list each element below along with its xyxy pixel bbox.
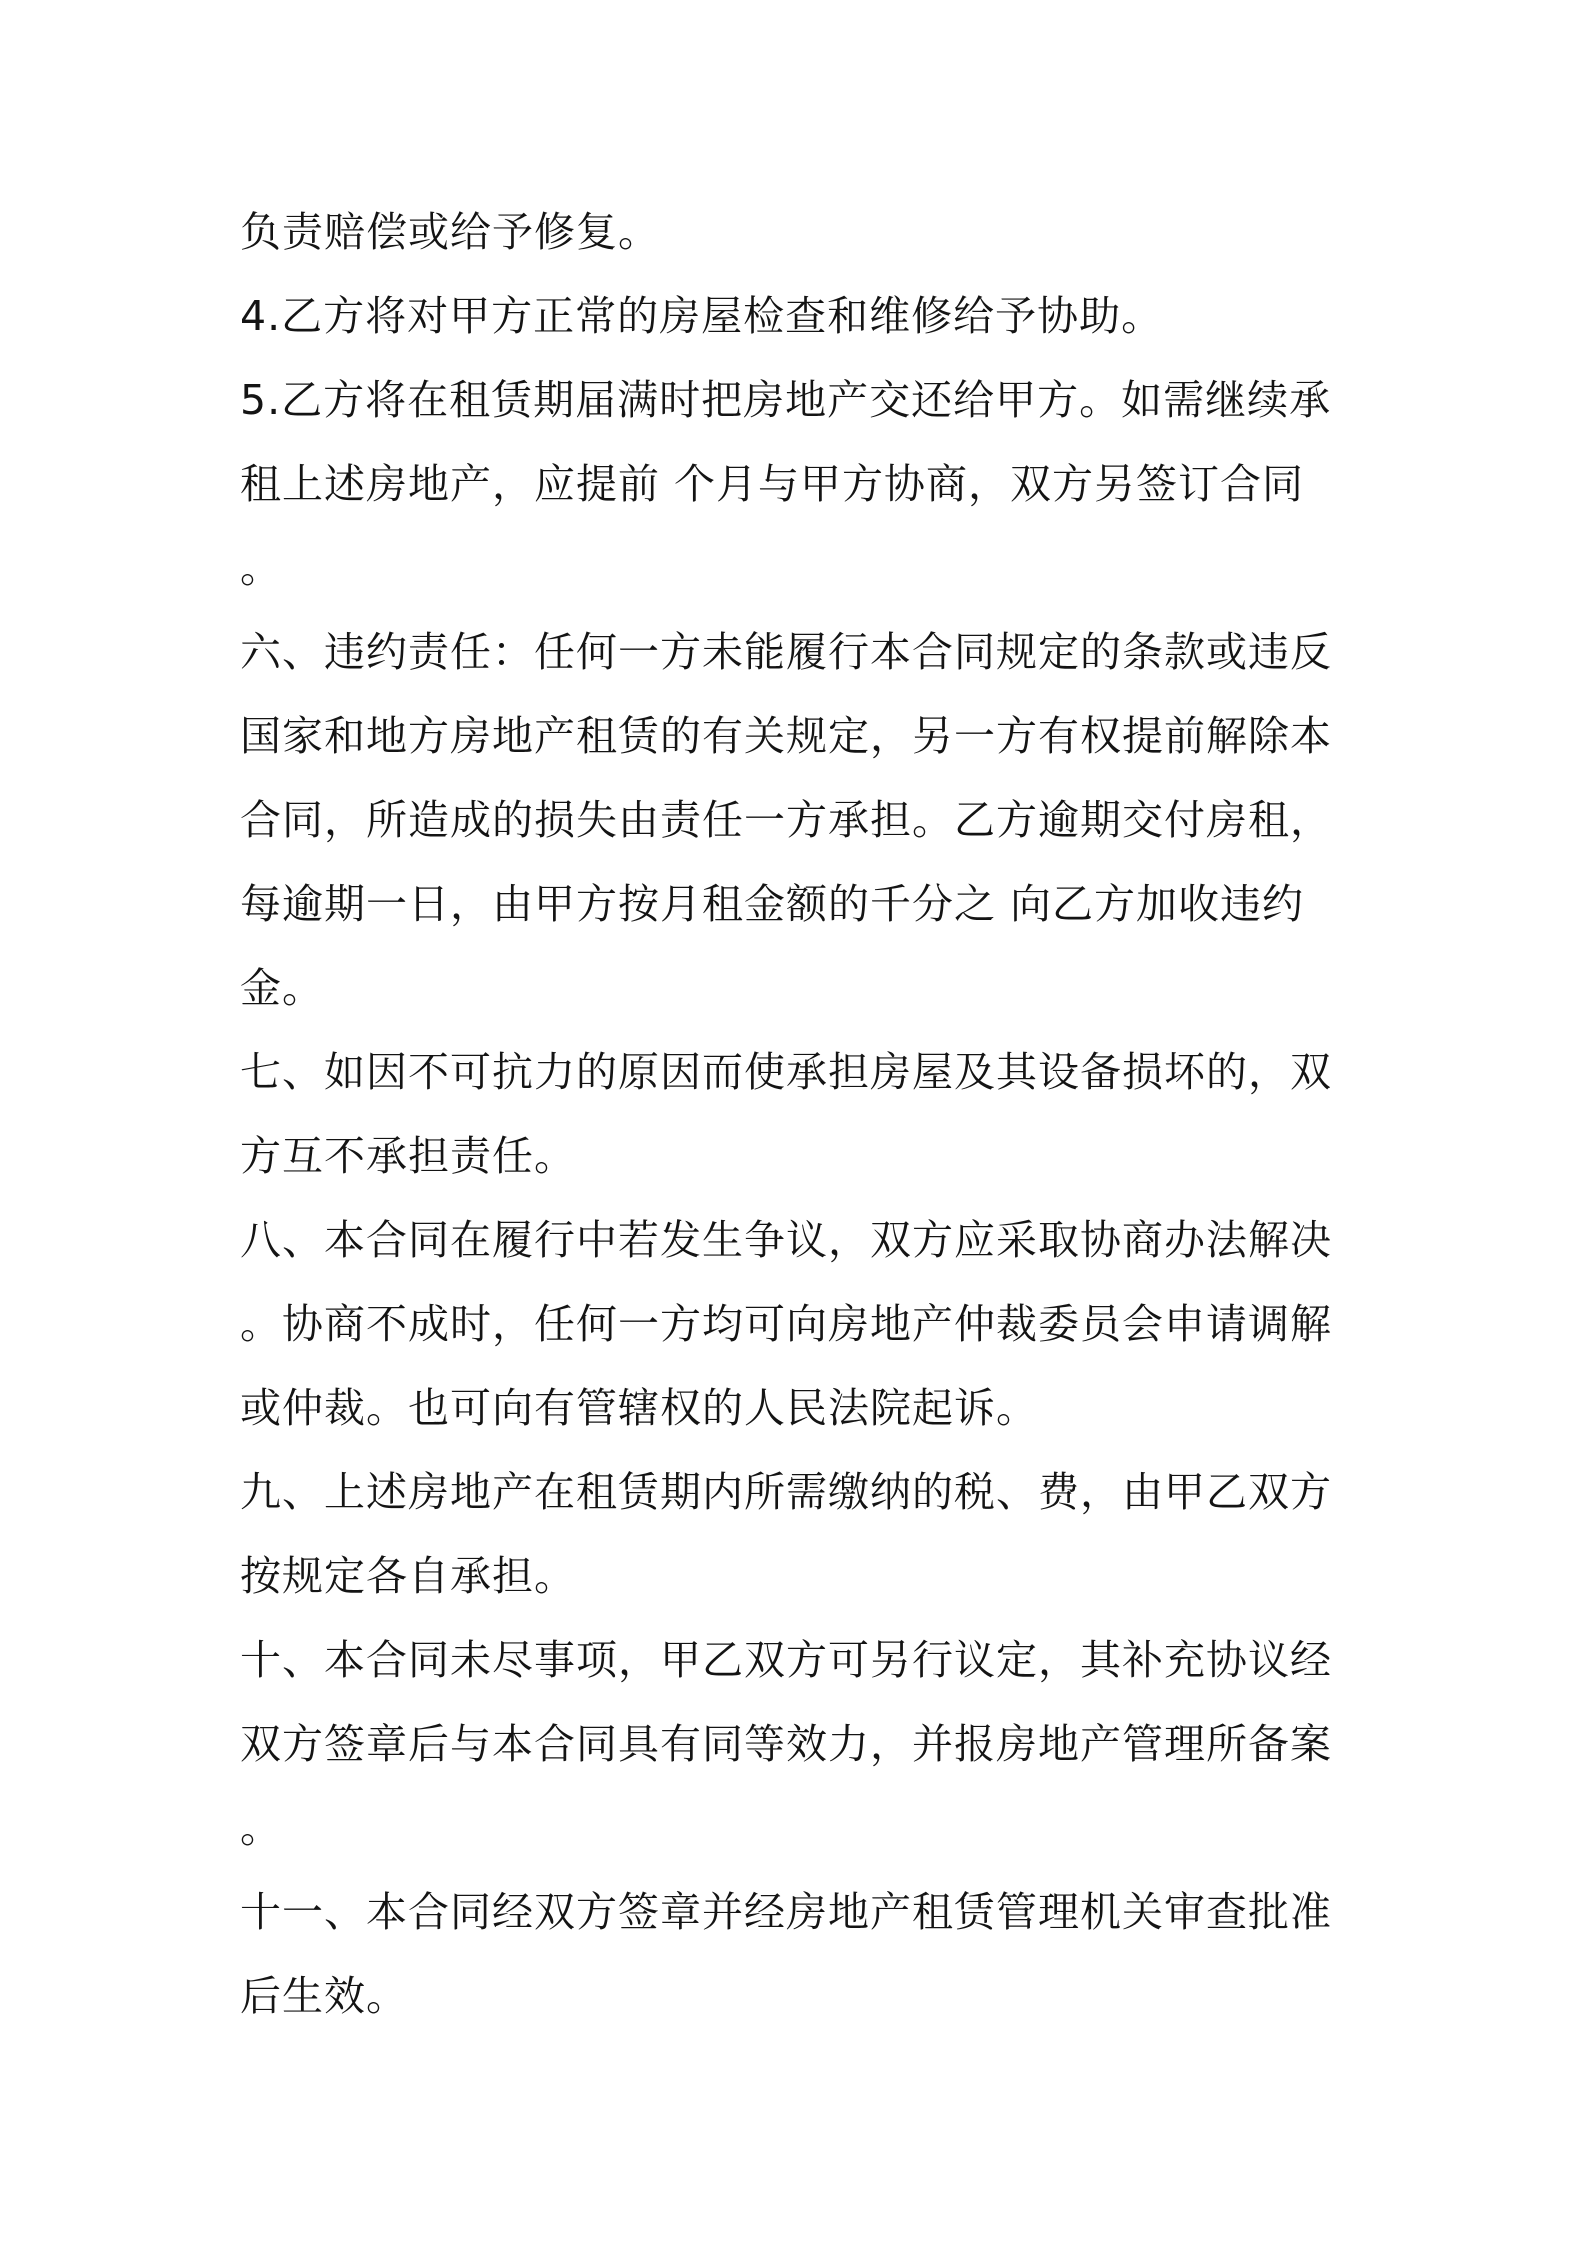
text-line: 按规定各自承担。 — [240, 1552, 576, 1600]
text-line: 合同，所造成的损失由责任一方承担。乙方逾期交付房租， — [240, 796, 1332, 844]
text-line: 或仲裁。也可向有管辖权的人民法院起诉。 — [240, 1384, 1038, 1432]
text-line: 七、如因不可抗力的原因而使承担房屋及其设备损坏的，双 — [240, 1048, 1332, 1096]
text-line: 八、本合同在履行中若发生争议，双方应采取协商办法解决 — [240, 1216, 1332, 1264]
text-line: 。 — [240, 544, 282, 592]
text-line: 负责赔偿或给予修复。 — [240, 208, 660, 256]
text-line: 每逾期一日，由甲方按月租金额的千分之 向乙方加收违约 — [240, 880, 1305, 928]
text-line: 后生效。 — [240, 1972, 408, 2020]
text-line: 双方签章后与本合同具有同等效力，并报房地产管理所备案 — [240, 1720, 1332, 1768]
text-line: 国家和地方房地产租赁的有关规定，另一方有权提前解除本 — [240, 712, 1332, 760]
text-line: 租上述房地产，应提前 个月与甲方协商，双方另签订合同 — [240, 460, 1305, 508]
text-line: 5.乙方将在租赁期届满时把房地产交还给甲方。如需继续承 — [240, 376, 1332, 424]
text-line: 六、违约责任：任何一方未能履行本合同规定的条款或违反 — [240, 628, 1332, 676]
text-line: 。 — [240, 1804, 282, 1852]
text-line: 金。 — [240, 964, 324, 1012]
text-line: 。协商不成时，任何一方均可向房地产仲裁委员会申请调解 — [240, 1300, 1332, 1348]
text-line: 4.乙方将对甲方正常的房屋检查和维修给予协助。 — [240, 292, 1164, 340]
contract-text — [240, 190, 1360, 2038]
text-line: 方互不承担责任。 — [240, 1132, 576, 1180]
text-line: 九、上述房地产在租赁期内所需缴纳的税、费，由甲乙双方 — [240, 1468, 1332, 1516]
text-line: 十、本合同未尽事项，甲乙双方可另行议定，其补充协议经 — [240, 1636, 1332, 1684]
text-line: 十一、本合同经双方签章并经房地产租赁管理机关审查批准 — [240, 1888, 1332, 1936]
